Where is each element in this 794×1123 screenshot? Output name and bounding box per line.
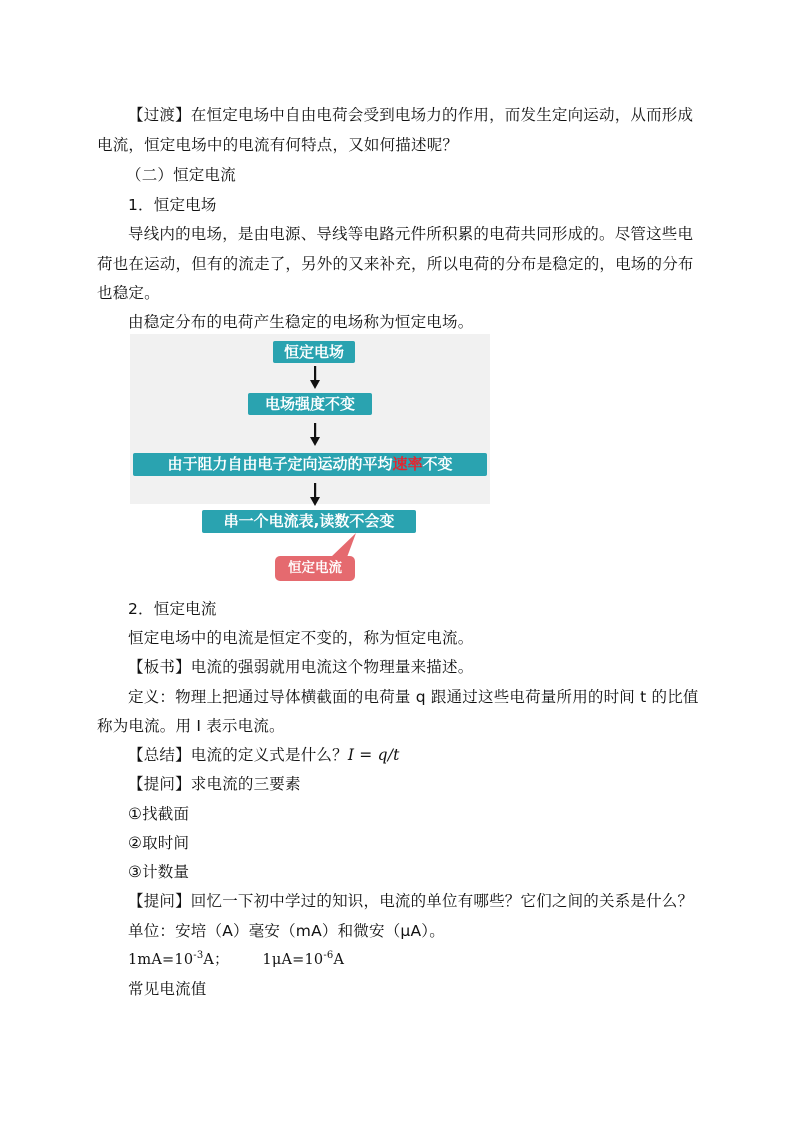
field-paragraph-line-3: 也稳定。 — [97, 284, 160, 302]
flowchart-box-drift-speed-text-1: 由于阻力自由电子定向运动的平均 — [167, 455, 393, 473]
flowchart-arrow-1 — [310, 366, 320, 390]
flowchart-arrow-3 — [310, 483, 320, 507]
current-definition-line-2: 称为电流。用 I 表示电流。 — [97, 717, 285, 735]
current-definition-line-1: 定义：物理上把通过导体横截面的电荷量 q 跟通过这些电荷量所用的时间 t 的比值 — [128, 688, 699, 706]
flowchart-arrow-2 — [310, 423, 320, 447]
transition-paragraph-line-2: 电流，恒定电场中的电流有何特点，又如何描述呢？ — [97, 136, 459, 154]
units-question: 【提问】回忆一下初中学过的知识，电流的单位有哪些？它们之间的关系是什么？ — [128, 892, 694, 910]
flowchart-box-drift-speed-text-2: 不变 — [422, 455, 453, 473]
current-formula: I = q/t — [347, 746, 400, 764]
units-line: 单位：安培（A）毫安（mA）和微安（μA）。 — [128, 922, 445, 940]
conversion-ma: $1mA=10^{-3}A$； — [128, 950, 229, 968]
field-paragraph-line-2: 荷也在运动，但有的流走了，另外的又来补充，所以电荷的分布是稳定的，电场的分布 — [97, 255, 694, 273]
summary-text: 【总结】电流的定义式是什么？ — [128, 746, 348, 764]
flowchart-box-drift-speed — [133, 453, 487, 476]
unit-conversions — [128, 950, 344, 970]
section-heading: （二）恒定电流 — [126, 166, 236, 184]
flowchart-box-field-strength: 电场强度不变 — [248, 393, 372, 415]
common-current-values-heading: 常见电流值 — [128, 980, 207, 998]
field-paragraph-line-1: 导线内的电场，是由电源、导线等电路元件所积累的电荷共同形成的。尽管这些电 — [128, 225, 694, 243]
flowchart-callout-constant-current: 恒定电流 — [275, 556, 355, 581]
constant-current-definition: 恒定电场中的电流是恒定不变的，称为恒定电流。 — [128, 629, 474, 647]
subsection-heading-constant-current: 2．恒定电流 — [128, 600, 217, 618]
element-item-1: ①找截面 — [128, 805, 190, 823]
flowchart-box-ammeter: 串一个电流表,读数不会变 — [202, 510, 416, 533]
flowchart-highlight-speed: 速率 — [392, 455, 423, 473]
element-item-2: ②取时间 — [128, 834, 190, 852]
transition-paragraph-line-1: 【过渡】在恒定电场中自由电荷会受到电场力的作用，而发生定向运动，从而形成 — [128, 106, 694, 124]
element-item-3: ③计数量 — [128, 863, 190, 881]
three-elements-question: 【提问】求电流的三要素 — [128, 775, 301, 793]
flowchart-box-constant-field: 恒定电场 — [273, 341, 355, 363]
board-note: 【板书】电流的强弱就用电流这个物理量来描述。 — [128, 658, 474, 676]
subsection-heading-constant-field: 1．恒定电场 — [128, 196, 217, 214]
constant-field-definition: 由稳定分布的电荷产生稳定的电场称为恒定电场。 — [128, 313, 474, 331]
conversion-ua: $1\mu A=10^{-6}A$ — [262, 950, 345, 968]
summary-line — [128, 745, 400, 765]
